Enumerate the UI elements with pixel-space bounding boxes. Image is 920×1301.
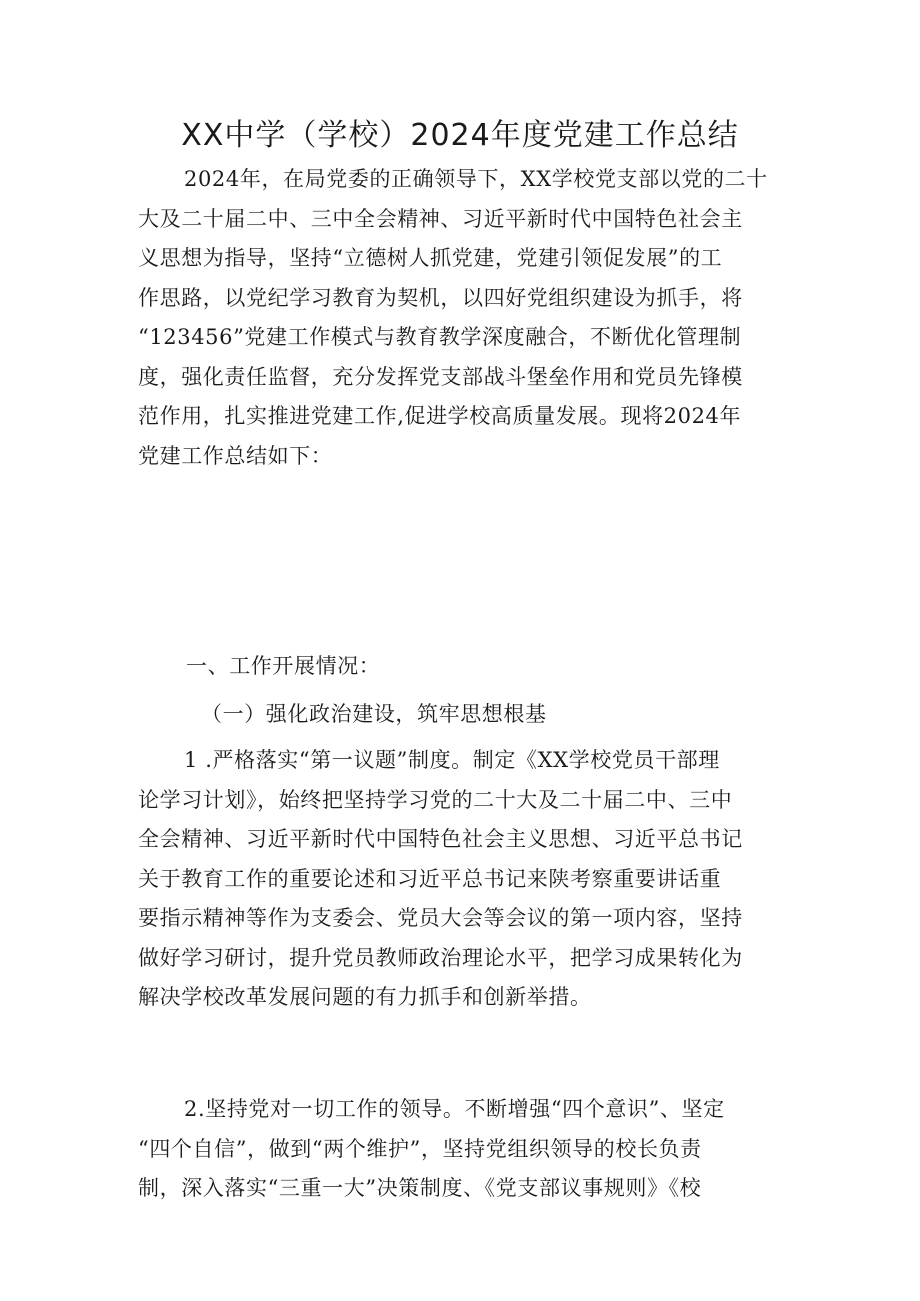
section-heading: 一、工作开展情况：: [186, 654, 381, 678]
text-line: “四个自信”，做到“两个维护”，坚持党组织领导的校长负责: [138, 1136, 702, 1161]
text-line: 关于教育工作的重要论述和习近平总书记来陕考察重要讲话重: [138, 866, 722, 891]
text-line: “123456”党建工作模式与教育教学深度融合，不断优化管理制: [138, 325, 742, 349]
item-2-paragraph: [138, 1090, 788, 1209]
text-line: 做好学习研讨，提升党员教师政治理论水平，把学习成果转化为: [138, 945, 743, 970]
text-line: 2.坚持党对一切工作的领导。不断增强“四个意识”、坚定: [184, 1097, 725, 1121]
text-line: 2024年，在局党委的正确领导下，XX学校党支部以党的二十: [184, 167, 768, 191]
item-1-paragraph: [138, 741, 788, 1018]
text-line: 度，强化责任监督，充分发挥党支部战斗堡垒作用和党员先锋模: [138, 364, 743, 389]
text-line: 义思想为指导，坚持“立德树人抓党建，党建引领促发展”的工: [138, 246, 723, 270]
text-line: 解决学校改革发展问题的有力抓手和创新举措。: [138, 985, 592, 1009]
subsection-heading: （一）强化政治建设，筑牢思想根基: [201, 702, 547, 726]
text-line: 范作用，扎实推进党建工作,促进学校高质量发展。现将2024年: [138, 404, 742, 428]
text-line: 1 .严格落实“第一议题”制度。制定《XX学校党员干部理: [184, 748, 720, 772]
document-title: XX中学（学校）2024年度党建工作总结: [181, 118, 739, 153]
text-line: 要指示精神等作为支委会、党员大会等会议的第一项内容，坚持: [138, 906, 743, 930]
text-line: 党建工作总结如下：: [138, 443, 333, 468]
text-line: 大及二十届二中、三中全会精神、习近平新时代中国特色社会主: [138, 206, 743, 231]
text-line: 论学习计划》，始终把坚持学习党的二十大及二十届二中、三中: [138, 787, 733, 812]
intro-paragraph: [138, 160, 788, 476]
text-line: 全会精神、习近平新时代中国特色社会主义思想、习近平总书记: [138, 827, 743, 851]
text-line: 制，深入落实“三重一大”决策制度、《党支部议事规则》《校: [138, 1176, 702, 1200]
text-line: 作思路，以党纪学习教育为契机，以四好党组织建设为抓手，将: [138, 285, 743, 310]
